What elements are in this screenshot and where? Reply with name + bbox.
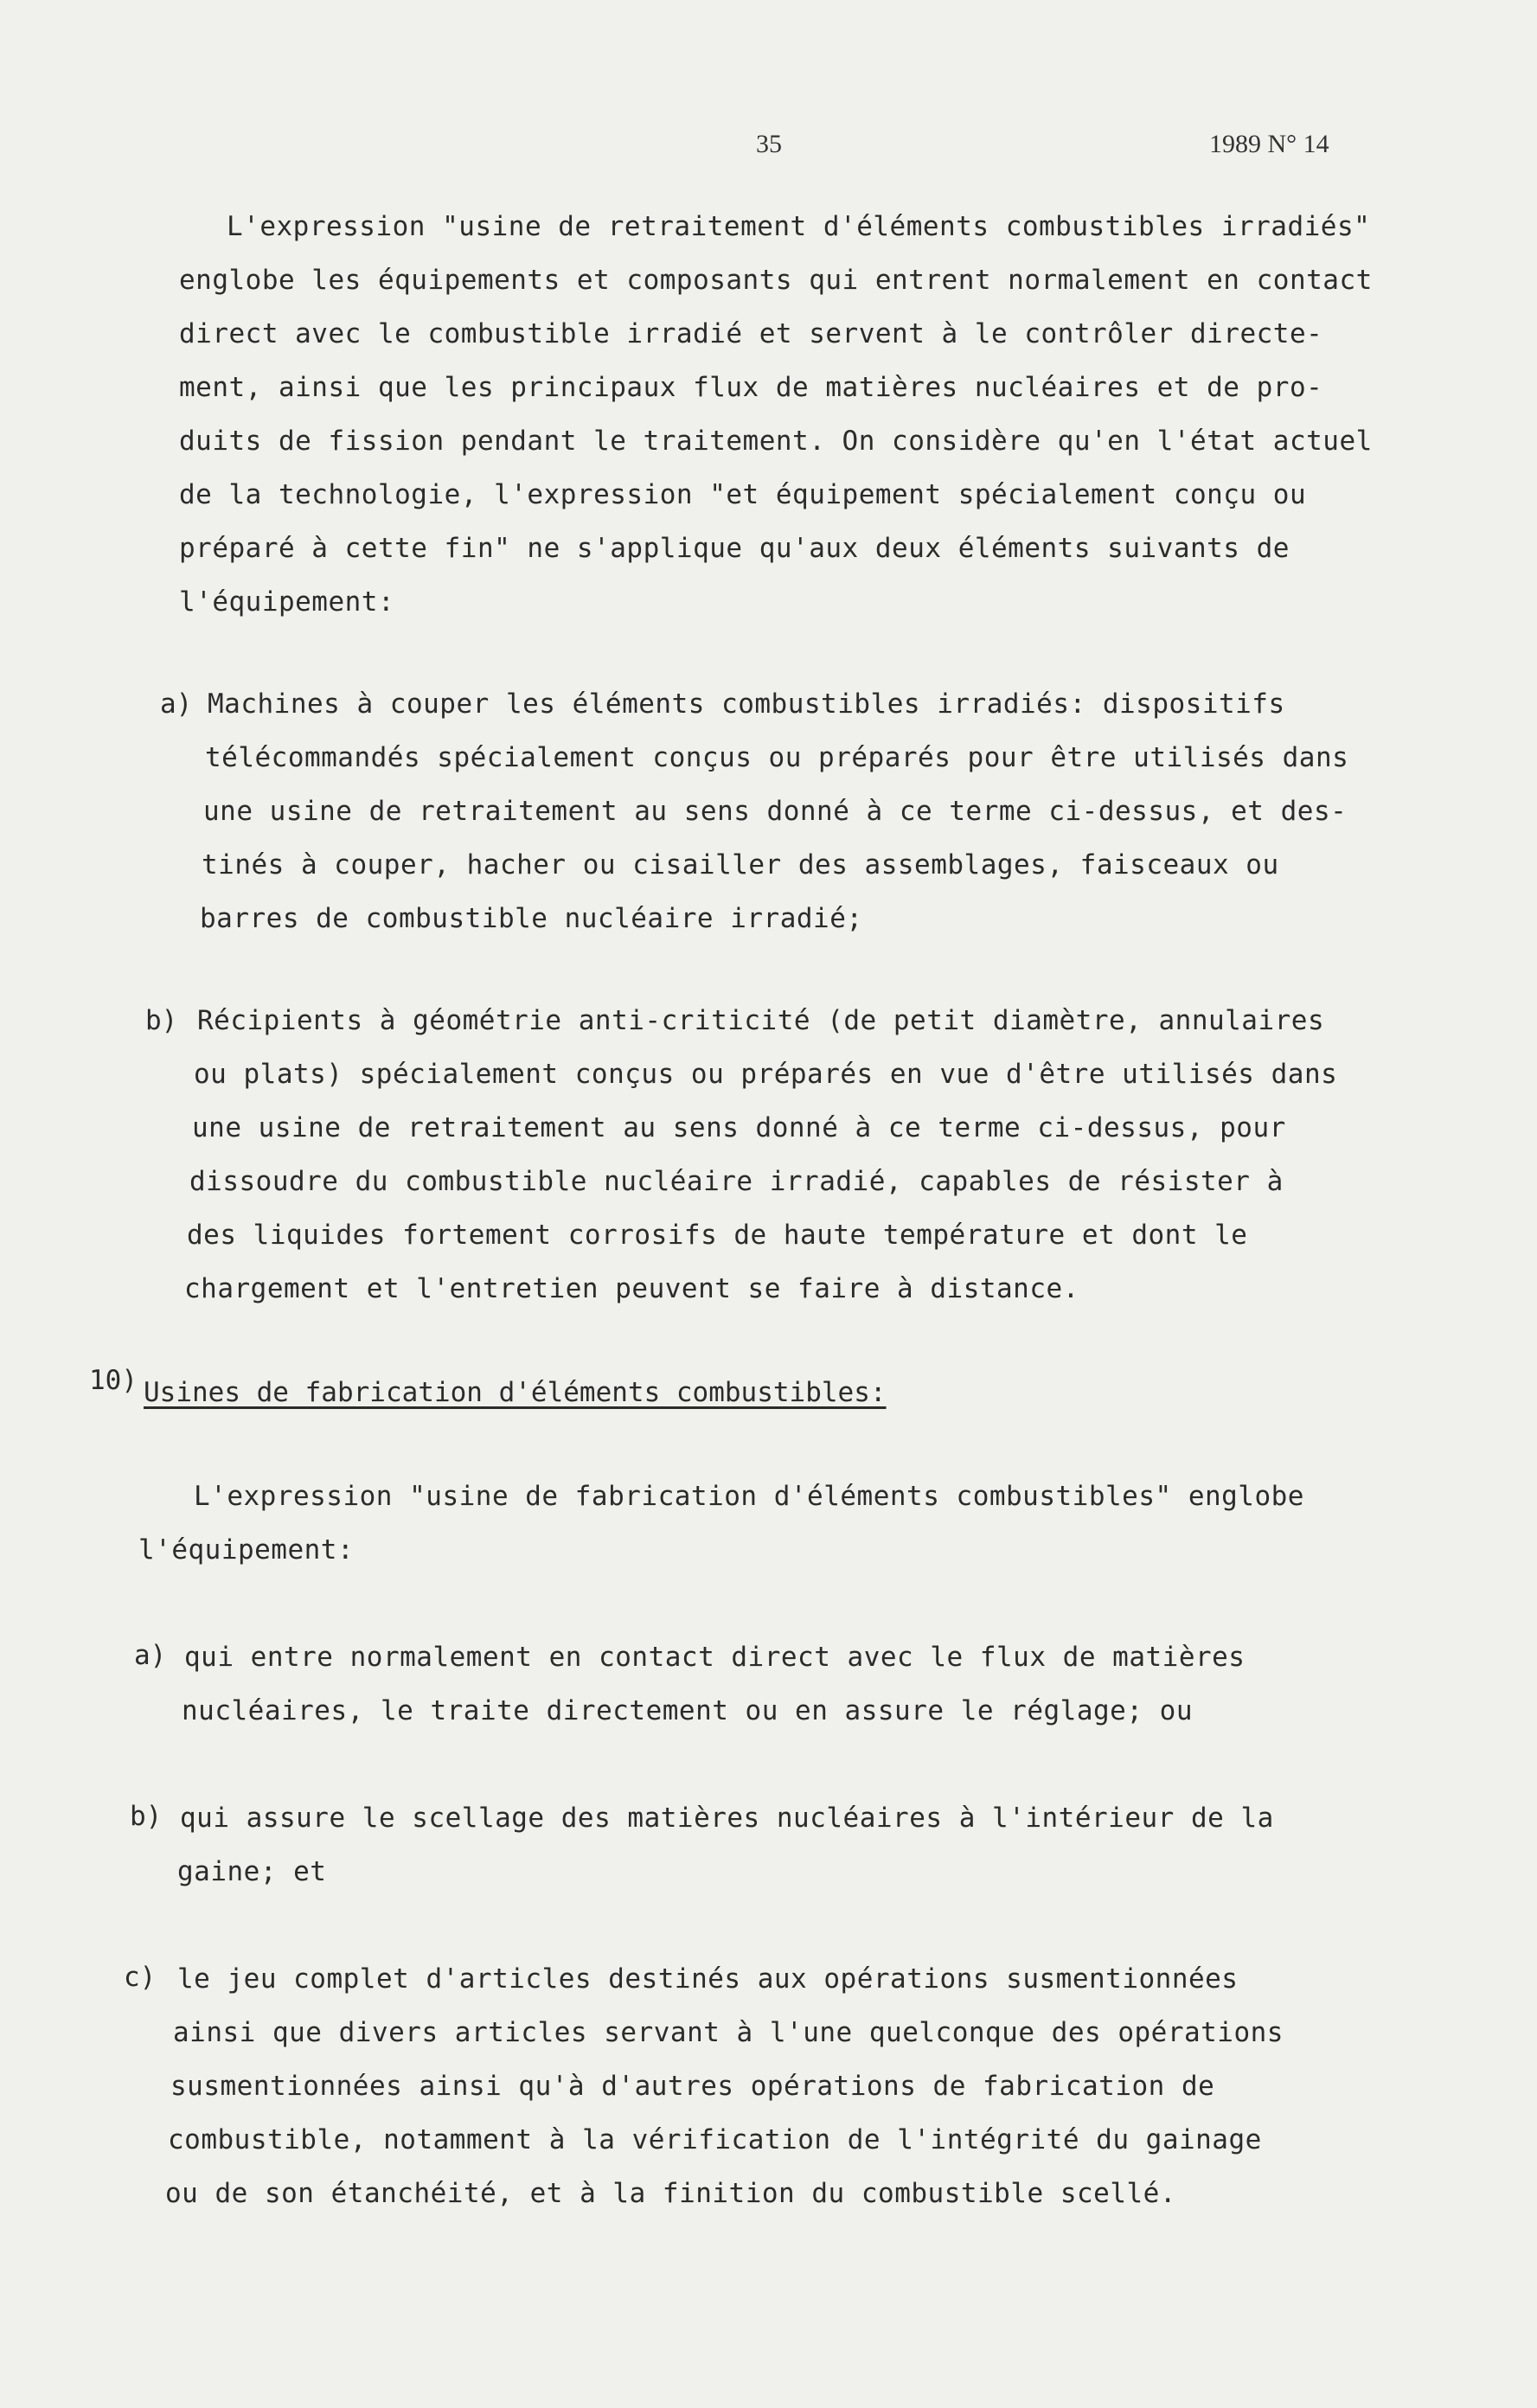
text-line: préparé à cette fin" ne s'applique qu'aux deux éléments suivants de	[179, 533, 1290, 564]
text-line: L'expression "usine de retraitement d'éléments combustibles irradiés"	[227, 211, 1371, 242]
list-marker: b)	[130, 1801, 163, 1832]
text-line: nucléaires, le traite directement ou en assure le réglage; ou	[182, 1695, 1193, 1726]
list-marker: b)	[145, 1005, 178, 1036]
list-marker: a)	[134, 1640, 167, 1671]
section-title: Usines de fabrication d'éléments combustibles:	[144, 1377, 887, 1408]
document-reference: 1989 N° 14	[1209, 130, 1329, 158]
text-line: une usine de retraitement au sens donné à ce terme ci-dessus, et des-	[203, 796, 1348, 827]
text-line: l'équipement:	[138, 1534, 355, 1566]
text-line: duits de fission pendant le traitement. On considère qu'en l'état actuel	[179, 426, 1373, 457]
text-line: ainsi que divers articles servant à l'une quelconque des opérations	[173, 2017, 1284, 2048]
text-line: tinés à couper, hacher ou cisailler des assemblages, faisceaux ou	[202, 849, 1279, 881]
text-line: télécommandés spécialement conçus ou préparés pour être utilisés dans	[205, 742, 1349, 773]
text-line: Récipients à géométrie anti-criticité (de petit diamètre, annulaires	[197, 1005, 1325, 1036]
text-line: englobe les équipements et composants qui entrent normalement en contact	[179, 265, 1373, 296]
list-marker: a)	[160, 688, 193, 720]
text-line: direct avec le combustible irradié et servent à le contrôler directe-	[179, 318, 1323, 349]
text-line: combustible, notamment à la vérification de l'intégrité du gainage	[168, 2124, 1262, 2155]
list-marker: c)	[124, 1962, 157, 1993]
section-number: 10)	[89, 1365, 138, 1396]
text-line: qui entre normalement en contact direct avec le flux de matières	[184, 1642, 1246, 1673]
text-line: une usine de retraitement au sens donné à ce terme ci-dessus, pour	[192, 1112, 1286, 1143]
text-line: chargement et l'entretien peuvent se faire à distance.	[184, 1273, 1079, 1304]
page-number: 35	[756, 130, 782, 158]
text-line: des liquides fortement corrosifs de haute température et dont le	[187, 1220, 1248, 1251]
text-line: susmentionnées ainsi qu'à d'autres opérations de fabrication de	[170, 2071, 1215, 2102]
text-line: gaine; et	[177, 1856, 327, 1887]
text-line: L'expression "usine de fabrication d'éléments combustibles" englobe	[194, 1481, 1304, 1512]
text-line: l'équipement:	[179, 586, 395, 618]
text-line: ou de son étanchéité, et à la finition du combustible scellé.	[165, 2178, 1176, 2209]
text-line: dissoudre du combustible nucléaire irradié, capables de résister à	[189, 1166, 1284, 1197]
text-line: ment, ainsi que les principaux flux de matières nucléaires et de pro-	[179, 372, 1323, 403]
text-line: de la technologie, l'expression "et équipement spécialement conçu ou	[179, 479, 1307, 510]
text-line: barres de combustible nucléaire irradié;	[200, 903, 863, 934]
text-line: Machines à couper les éléments combustibles irradiés: dispositifs	[208, 688, 1285, 720]
text-line: qui assure le scellage des matières nucléaires à l'intérieur de la	[180, 1803, 1274, 1834]
text-line: ou plats) spécialement conçus ou préparés en vue d'être utilisés dans	[194, 1059, 1338, 1090]
text-line: le jeu complet d'articles destinés aux opérations susmentionnées	[177, 1963, 1239, 1995]
